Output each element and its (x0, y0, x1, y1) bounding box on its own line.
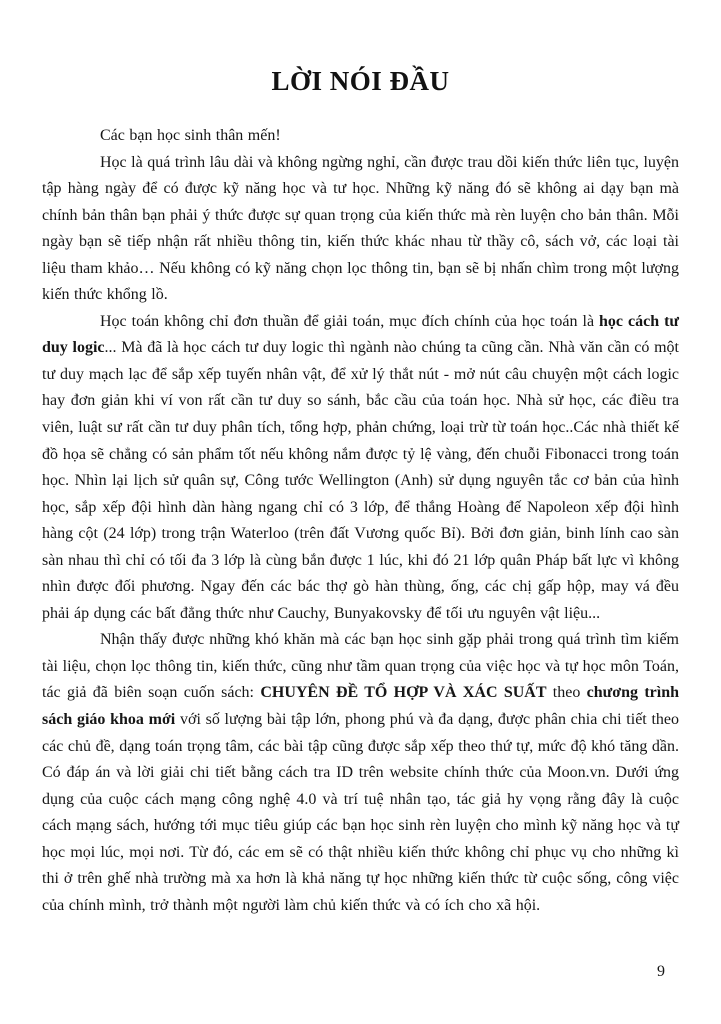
paragraph (42, 123, 679, 150)
text-run: Học là quá trình lâu dài và không ngừng nghỉ, cần được trau dồi kiến thức liên tục, luyện tập hàng ngày để có được kỹ năng học và tư học. Những kỹ năng đó sẽ không ai dạy bạn mà chính bản thân bạn phải ý thức được sự quan trọng của kiến thức mà rèn luyện cho bản thân. Mỗi ngày bạn sẽ tiếp nhận rất nhiều thông tin, kiến thức khác nhau từ thầy cô, sách vở, các loại tài liệu tham khảo… Nếu không có kỹ năng chọn lọc thông tin, bạn sẽ bị nhấn chìm trong một lượng kiến thức khổng lồ. (42, 153, 679, 304)
paragraph (42, 627, 679, 919)
text-run: ... Mà đã là học cách tư duy logic thì ngành nào chúng ta cũng cần. Nhà văn cần có một tư duy mạch lạc để sắp xếp tuyến nhân vật, để xử lý thắt nút - mở nút câu chuyện một cách logic hay đơn giản khi ví von rất cần tư duy so sánh, bắc cầu của toán học. Nhà sử học, các điều tra viên, luật sư rất cần tư duy phân tích, tổng hợp, phản chứng, loại trừ từ toán học..Các nhà thiết kế đồ họa sẽ chẳng có sản phẩm tốt nếu không nắm được tỷ lệ vàng, đến chuỗi Fibonacci trong toán học. Nhìn lại lịch sử quân sự, Công tước Wellington (Anh) sử dụng nguyên tắc cơ bản của hình học, sắp xếp đội hình dàn hàng ngang chỉ có 3 lớp, để thắng Hoàng đế Napoleon xếp đội hình hàng cột (24 lớp) trong trận Waterloo (trên đất Vương quốc Bỉ). Bởi đơn giản, binh lính cao sàn sàn nhau thì chỉ có tối đa 3 lớp là cùng bắn được 1 lúc, khi đó 21 lớp quân Pháp bất lực vì không nhìn được đối phương. Ngay đến các bác thợ gò hàn thùng, ống, các chị gấp hộp, may vá đều phải áp dụng các bất đẳng thức như Cauchy, Bunyakovsky để tối ưu nguyên vật liệu... (42, 339, 679, 622)
text-run: Các bạn học sinh thân mến! (100, 127, 281, 144)
text-run: theo (546, 684, 587, 702)
bold-text-run: chương trình sách giáo khoa mới (42, 684, 680, 729)
text-run: Học toán không chỉ đơn thuần để giải toán, mục đích chính của học toán là (100, 312, 600, 330)
text-run: với số lượng bài tập lớn, phong phú và đa dạng, được phân chia chi tiết theo các chủ đề, dạng toán trọng tâm, các bài tập cũng được sắp xếp theo thứ tự, mức độ khó tăng dần. Có đáp án và lời giải chi tiết bằng cách tra ID trên website chính thức của Moon.vn. Dưới ứng dụng của cuộc cách mạng công nghệ 4.0 và trí tuệ nhân tạo, tác giả hy vọng rằng đây là cuộc cách mạng sách, hướng tới mục tiêu giúp các bạn học sinh rèn luyện cho mình kỹ năng học và tự học mọi lúc, mọi nơi. Từ đó, các em sẽ có thật nhiều kiến thức không chỉ phục vụ cho những kì thi ở trên ghế nhà trường mà xa hơn là khả năng tự học những kiến thức từ cuộc sống, công việc của chính mình, trở thành một người làm chủ kiến thức và có ích cho xã hội. (42, 711, 680, 914)
text-run: Nhận thấy được những khó khăn mà các bạn học sinh gặp phải trong quá trình tìm kiếm tài liệu, chọn lọc thông tin, kiến thức, cũng như tầm quan trọng của việc học và tự học môn Toán, tác giả đã biên soạn cuốn sách: (42, 631, 679, 702)
paragraph (42, 309, 679, 628)
paragraph (42, 150, 679, 309)
bold-text-run: học cách tư duy logic (42, 312, 680, 357)
body-paragraphs (42, 123, 679, 919)
bold-text-run: CHUYÊN ĐỀ TỔ HỢP VÀ XÁC SUẤT (260, 684, 547, 702)
page-number: 9 (657, 963, 665, 980)
page-title: LỜI NÓI ĐẦU (271, 66, 450, 96)
